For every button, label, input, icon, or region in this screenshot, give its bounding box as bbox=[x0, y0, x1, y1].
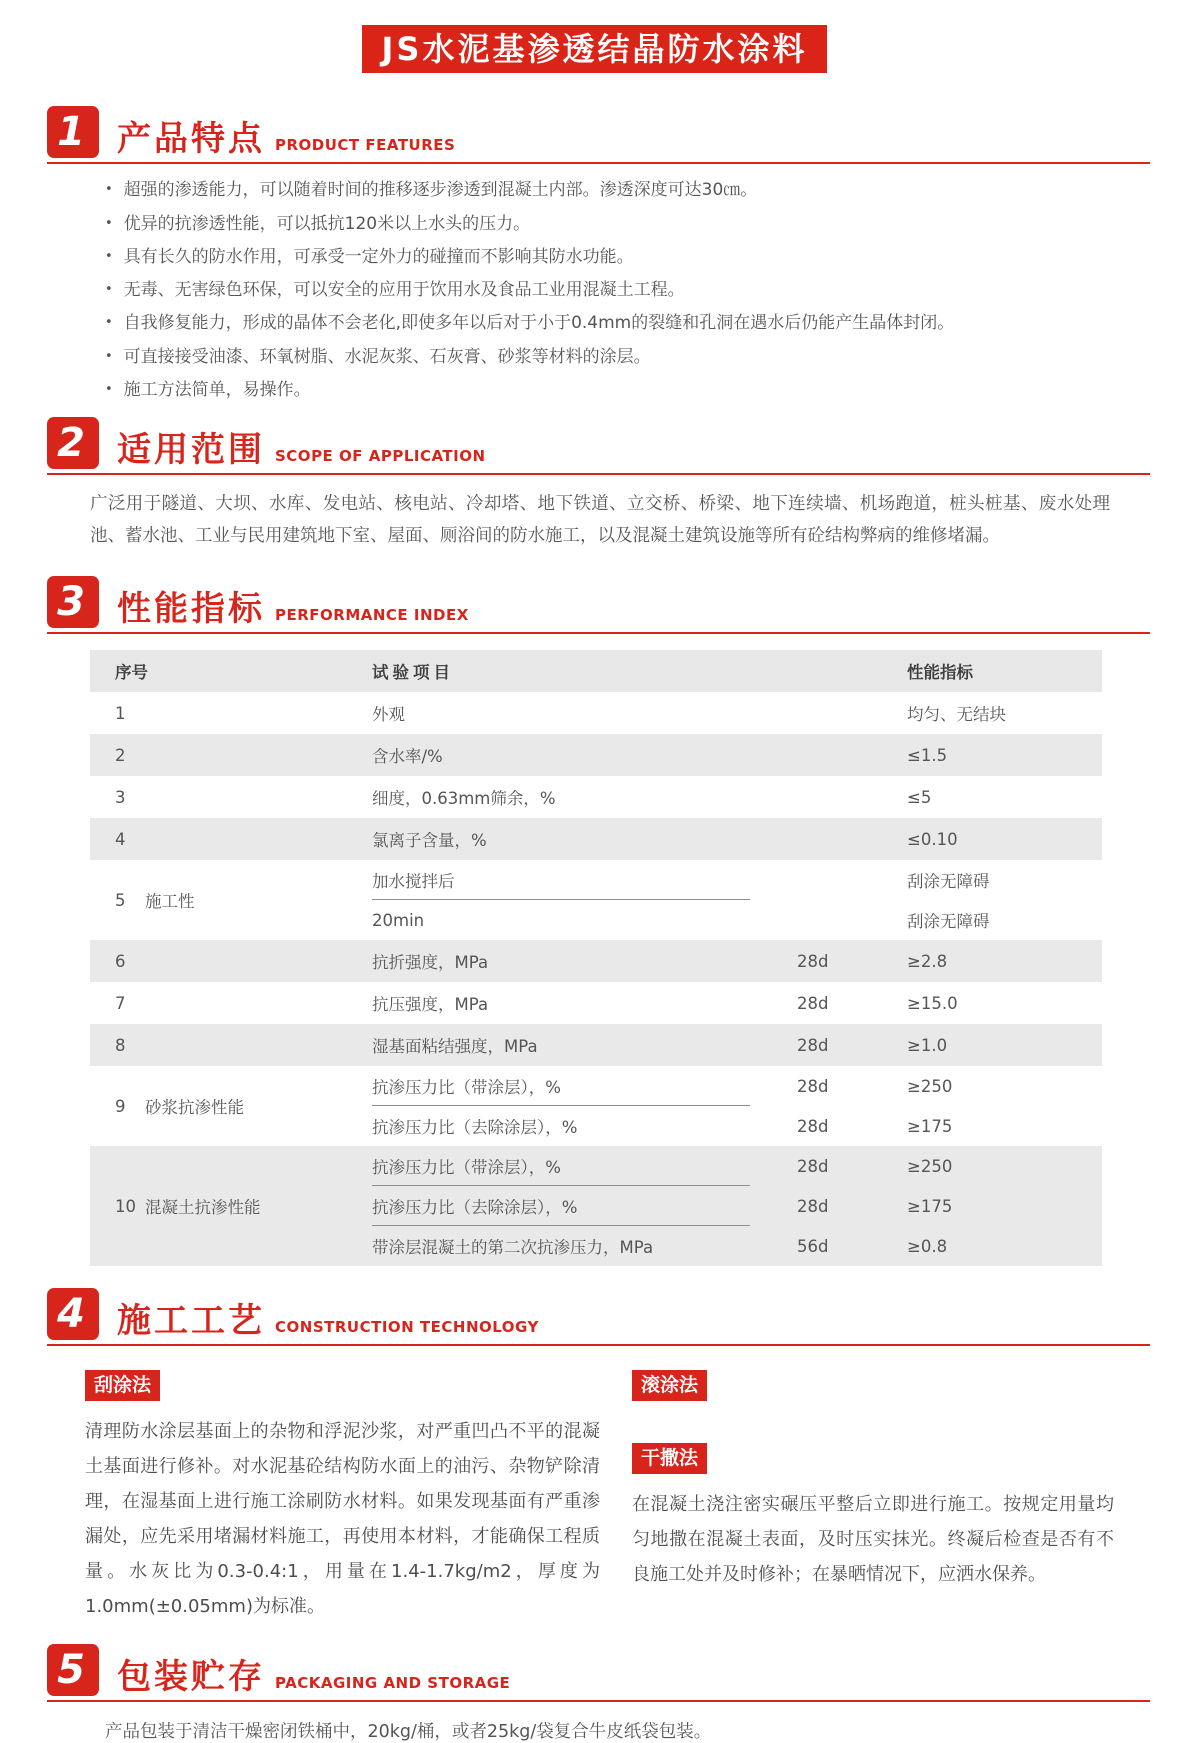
table-row bbox=[90, 734, 1102, 776]
table-row bbox=[90, 860, 1102, 940]
table-row bbox=[90, 1024, 1102, 1066]
cell-index: ≤5 bbox=[907, 787, 932, 807]
list-item bbox=[105, 347, 1150, 368]
table-row bbox=[90, 1146, 1102, 1266]
cell-group: 混凝土抗渗性能 bbox=[145, 1198, 261, 1218]
section-subtitle: PRODUCT FEATURES bbox=[275, 136, 456, 155]
bullet-icon: • bbox=[105, 381, 113, 397]
sub-rows bbox=[372, 1066, 1102, 1146]
table-row bbox=[90, 818, 1102, 860]
section-header bbox=[47, 1288, 1150, 1346]
method-badge: 干撒法 bbox=[632, 1443, 707, 1474]
list-item bbox=[105, 214, 1150, 235]
spacer bbox=[632, 1401, 1114, 1443]
feature-list bbox=[105, 180, 1150, 401]
cell-no: 3 bbox=[115, 787, 126, 807]
section-number-badge: 4 bbox=[47, 1288, 99, 1340]
cell-age: 28d bbox=[797, 1035, 829, 1055]
cell-item: 带涂层混凝土的第二次抗渗压力，MPa bbox=[372, 1238, 654, 1258]
section-header bbox=[47, 1644, 1150, 1702]
performance-table bbox=[90, 650, 1102, 1266]
sub-row bbox=[372, 1066, 1102, 1106]
cell-index: ≥0.8 bbox=[907, 1236, 948, 1256]
methods-right-column bbox=[632, 1370, 1114, 1624]
cell-item: 抗渗压力比（去除涂层），% bbox=[372, 1198, 578, 1218]
page-title: JS水泥基渗透结晶防水涂料 bbox=[362, 25, 828, 73]
section-subtitle: CONSTRUCTION TECHNOLOGY bbox=[275, 1318, 539, 1337]
list-item bbox=[105, 380, 1150, 401]
cell-index: ≤1.5 bbox=[907, 745, 948, 765]
section-title: 施工工艺 bbox=[117, 1300, 265, 1341]
sub-row bbox=[372, 1186, 1102, 1226]
list-item bbox=[105, 247, 1150, 268]
table-row bbox=[90, 1066, 1102, 1146]
sub-rows bbox=[372, 860, 1102, 940]
method-scrape-coating bbox=[85, 1370, 600, 1624]
cell-age: 28d bbox=[797, 1076, 829, 1096]
section-product-features bbox=[47, 106, 1150, 401]
cell-index: ≥250 bbox=[907, 1156, 953, 1176]
page-content bbox=[0, 106, 1189, 1743]
sub-row bbox=[372, 860, 1102, 900]
list-item bbox=[105, 280, 1150, 301]
cell-age: 28d bbox=[797, 993, 829, 1013]
construction-columns bbox=[85, 1370, 1150, 1624]
cell-item: 抗渗压力比（去除涂层），% bbox=[372, 1118, 578, 1138]
method-badge: 滚涂法 bbox=[632, 1370, 707, 1401]
cell-index: 均匀、无结块 bbox=[907, 705, 1006, 725]
column-header-index: 性能指标 bbox=[907, 663, 973, 683]
section-subtitle: PERFORMANCE INDEX bbox=[275, 606, 469, 625]
cell-index: ≥15.0 bbox=[907, 993, 958, 1013]
cell-no: 6 bbox=[115, 951, 126, 971]
cell-no: 4 bbox=[115, 829, 126, 849]
bullet-icon: • bbox=[105, 215, 113, 231]
product-datasheet-page bbox=[0, 25, 1189, 1743]
cell-item: 细度，0.63mm筛余，% bbox=[372, 789, 556, 809]
section-subtitle: SCOPE OF APPLICATION bbox=[275, 447, 486, 466]
section-performance-index bbox=[47, 576, 1150, 1266]
method-dry-casting bbox=[632, 1443, 1114, 1592]
method-paragraph: 清理防水涂层基面上的杂物和浮泥沙浆，对严重凹凸不平的混凝土基面进行修补。对水泥基砼结构防水面上的油污、杂物铲除清理，在湿基面上进行施工涂刷防水材料。如果发现基面有严重渗漏处，应先采用堵漏材料施工，再使用本材料，才能确保工程质量。水灰比为0.3-0.4:1，用量在1.4-1.7kg/m2，厚度为1.0mm(±0.05mm)为标准。 bbox=[85, 1420, 600, 1618]
table-header-row bbox=[90, 650, 1102, 692]
section-construction-technology bbox=[47, 1288, 1150, 1624]
column-header-no: 序号 bbox=[115, 663, 148, 683]
section-number-badge: 2 bbox=[47, 417, 99, 469]
cell-index: ≥2.8 bbox=[907, 951, 948, 971]
cell-age: 28d bbox=[797, 1156, 829, 1176]
cell-item: 外观 bbox=[372, 705, 405, 725]
cell-item: 加水搅拌后 bbox=[372, 872, 455, 892]
cell-item: 抗折强度，MPa bbox=[372, 953, 489, 973]
sub-rows bbox=[372, 1146, 1102, 1266]
feature-text: 可直接接受油漆、环氧树脂、水泥灰浆、石灰膏、砂浆等材料的涂层。 bbox=[123, 346, 651, 367]
scope-paragraph: 广泛用于隧道、大坝、水库、发电站、核电站、冷却塔、地下铁道、立交桥、桥梁、地下连续墙、机场跑道，桩头桩基、废水处理池、蓄水池、工业与民用建筑地下室、屋面、厕浴间的防水施工，以及混凝土建筑设施等所有砼结构弊病的维修堵漏。 bbox=[90, 494, 1110, 546]
cell-item: 抗压强度，MPa bbox=[372, 995, 489, 1015]
cell-no: 2 bbox=[115, 745, 126, 765]
feature-text: 具有长久的防水作用，可承受一定外力的碰撞而不影响其防水功能。 bbox=[123, 246, 634, 267]
section-header bbox=[47, 576, 1150, 634]
feature-text: 优异的抗渗透性能，可以抵抗120米以上水头的压力。 bbox=[123, 213, 531, 234]
cell-age: 28d bbox=[797, 1116, 829, 1136]
section-subtitle: PACKAGING AND STORAGE bbox=[275, 1674, 511, 1693]
section-title: 适用范围 bbox=[117, 429, 265, 470]
cell-item: 抗渗压力比（带涂层），% bbox=[372, 1078, 561, 1098]
table-row bbox=[90, 940, 1102, 982]
cell-index: ≥1.0 bbox=[907, 1035, 948, 1055]
cell-index: ≥175 bbox=[907, 1196, 953, 1216]
table-row bbox=[90, 982, 1102, 1024]
sub-row bbox=[372, 900, 1102, 940]
section-header bbox=[47, 417, 1150, 475]
list-item bbox=[105, 180, 1150, 201]
cell-group: 施工性 bbox=[145, 892, 195, 912]
cell-index: 刮涂无障碍 bbox=[907, 912, 990, 932]
packaging-paragraph: 产品包装于清洁干燥密闭铁桶中，20kg/桶，或者25kg/袋复合牛皮纸袋包装。 bbox=[105, 1722, 712, 1743]
table-row bbox=[90, 776, 1102, 818]
cell-index: ≥175 bbox=[907, 1116, 953, 1136]
table-row bbox=[90, 692, 1102, 734]
cell-no: 10 bbox=[115, 1196, 136, 1216]
cell-no: 9 bbox=[115, 1096, 126, 1116]
section-header bbox=[47, 106, 1150, 164]
cell-index: ≤0.10 bbox=[907, 829, 958, 849]
cell-index: 刮涂无障碍 bbox=[907, 872, 990, 892]
column-header-item: 试验项目 bbox=[372, 663, 454, 683]
cell-no: 7 bbox=[115, 993, 126, 1013]
feature-text: 超强的渗透能力，可以随着时间的推移逐步渗透到混凝土内部。渗透深度可达30㎝。 bbox=[123, 180, 758, 201]
section-title: 产品特点 bbox=[117, 119, 265, 159]
cell-age: 56d bbox=[797, 1236, 829, 1256]
cell-no: 5 bbox=[115, 890, 126, 910]
list-item bbox=[105, 313, 1150, 334]
sub-row bbox=[372, 1106, 1102, 1146]
bullet-icon: • bbox=[105, 282, 113, 298]
method-roller-coating bbox=[632, 1370, 1114, 1401]
section-number-badge: 1 bbox=[47, 106, 99, 158]
sub-row bbox=[372, 1146, 1102, 1186]
feature-text: 无毒、无害绿色环保，可以安全的应用于饮用水及食品工业用混凝土工程。 bbox=[123, 280, 685, 301]
section-scope-of-application bbox=[47, 417, 1150, 552]
bullet-icon: • bbox=[105, 182, 113, 198]
bullet-icon: • bbox=[105, 248, 113, 264]
section-title: 包装贮存 bbox=[117, 1657, 265, 1697]
bullet-icon: • bbox=[105, 348, 113, 364]
cell-item: 湿基面粘结强度，MPa bbox=[372, 1037, 538, 1057]
cell-item: 氯离子含量，% bbox=[372, 831, 487, 851]
cell-no: 1 bbox=[115, 703, 126, 723]
feature-text: 施工方法简单，易操作。 bbox=[123, 379, 311, 400]
section-number-badge: 3 bbox=[47, 576, 99, 628]
section-number-badge: 5 bbox=[47, 1644, 99, 1696]
cell-item: 含水率/% bbox=[372, 747, 443, 767]
bullet-icon: • bbox=[105, 315, 113, 331]
cell-index: ≥250 bbox=[907, 1076, 953, 1096]
cell-age: 28d bbox=[797, 1196, 829, 1216]
section-title: 性能指标 bbox=[117, 588, 265, 629]
feature-text: 自我修复能力，形成的晶体不会老化,即使多年以后对于小于0.4mm的裂缝和孔洞在遇水后仍能产生晶体封闭。 bbox=[123, 313, 955, 334]
sub-row bbox=[372, 1226, 1102, 1266]
cell-item: 20min bbox=[372, 910, 425, 930]
cell-age: 28d bbox=[797, 951, 829, 971]
method-badge: 刮涂法 bbox=[85, 1370, 160, 1401]
cell-group: 砂浆抗渗性能 bbox=[145, 1098, 244, 1118]
cell-item: 抗渗压力比（带涂层），% bbox=[372, 1158, 561, 1178]
section-packaging-storage bbox=[47, 1644, 1150, 1743]
method-paragraph: 在混凝土浇注密实碾压平整后立即进行施工。按规定用量均匀地撒在混凝土表面，及时压实抹光。终凝后检查是否有不良施工处并及时修补；在暴晒情况下，应洒水保养。 bbox=[632, 1493, 1114, 1585]
cell-no: 8 bbox=[115, 1035, 126, 1055]
